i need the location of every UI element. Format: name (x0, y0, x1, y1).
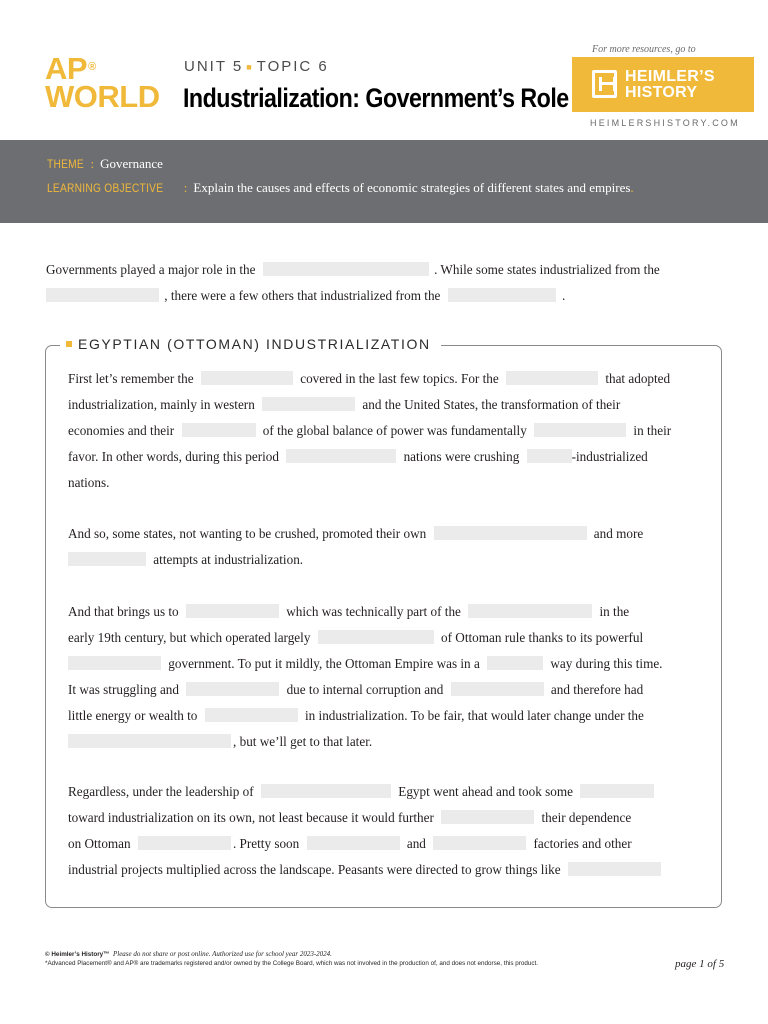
section-paragraph-3: And that brings us to which was technically part of the in the early 19th century, but which operated largely of Ottoman rule thanks to its powerful government. To put it mildly, the Ottoman Empire was in a way during this time. It was struggling and due to internal corruption and and therefore had little energy or wealth to in industrialization. To be fair, that would later change under the , but we’ll get to that later. (68, 604, 663, 749)
blank-field[interactable] (201, 371, 293, 385)
section-paragraph-1: First let’s remember the covered in the last few topics. For the that adopted industrialization, mainly in western and the United States, the transformation of their economies and their of the global balance of power was fundamentally in their favor. In other words, during this period nations were crushing -industrialized nations. (68, 371, 672, 490)
footer-trademark: *Advanced Placement® and AP® are trademarks registered and/or owned by the College Board, which was not involved in the production of, and does not endorse, this product. (45, 960, 539, 967)
page-title: Industrialization: Government’s Role (183, 83, 569, 113)
intro-line-2: , there were a few others that industrialized from the . (46, 283, 660, 309)
blank-field[interactable] (263, 262, 429, 276)
theme-bar (0, 140, 768, 223)
blank-field[interactable] (68, 734, 231, 748)
blank-field[interactable] (186, 682, 279, 696)
blank-field[interactable] (534, 423, 626, 437)
theme-value: Governance (100, 156, 163, 171)
ap-world-logo: AP® WORLD (45, 51, 160, 114)
blank-field[interactable] (318, 630, 434, 644)
blank-field[interactable] (527, 449, 572, 463)
section-heading: EGYPTIAN (OTTOMAN) INDUSTRIALIZATION (60, 336, 441, 352)
objective-key: LEARNING OBJECTIVE (47, 181, 164, 195)
section-paragraph-4: Regardless, under the leadership of Egypt went ahead and took some toward industrialization on its own, not least because it would further their dependence on Ottoman . Pretty soon and factories and other industrial projects multiplied across the landscape. Peasants were directed to grow things like (68, 779, 665, 883)
blank-field[interactable] (448, 288, 556, 302)
page-number: page 1 of 5 (675, 958, 725, 970)
blank-field[interactable] (46, 288, 159, 302)
blank-field[interactable] (262, 397, 355, 411)
blank-field[interactable] (286, 449, 396, 463)
footer-copyright: © Heimler’s History™ Please do not share or post online. Authorized use for school year 2023-2024. (45, 950, 332, 958)
blank-field[interactable] (441, 810, 534, 824)
section-paragraph-2: And so, some states, not wanting to be crushed, promoted their own and more attempts at industrialization. (68, 526, 644, 567)
blank-field[interactable] (307, 836, 400, 850)
brand-url-link[interactable]: HEIMLERSHISTORY.COM (590, 118, 740, 128)
blank-field[interactable] (487, 656, 543, 670)
blank-field[interactable] (506, 371, 598, 385)
blank-field[interactable] (451, 682, 544, 696)
brand-name: HEIMLER’S HISTORY (625, 68, 715, 101)
blank-field[interactable] (138, 836, 231, 850)
resources-note: For more resources, go to (592, 44, 696, 55)
heimlers-history-h-icon (592, 70, 617, 98)
blank-field[interactable] (468, 604, 592, 618)
blank-field[interactable] (580, 784, 654, 798)
theme-row: THEME : Governance (47, 156, 163, 171)
unit-topic-label: UNIT 5 ■ TOPIC 6 (184, 58, 329, 75)
blank-field[interactable] (433, 836, 526, 850)
learning-objective-row: LEARNING OBJECTIVE : Explain the causes and effects of economic strategies of different states and empires. (47, 180, 634, 195)
theme-key: THEME (47, 157, 84, 171)
bullet-square-icon (66, 341, 72, 347)
blank-field[interactable] (68, 552, 146, 566)
objective-value: Explain the causes and effects of economic strategies of different states and empires (193, 180, 631, 195)
blank-field[interactable] (261, 784, 391, 798)
blank-field[interactable] (182, 423, 256, 437)
intro-paragraph (46, 257, 660, 309)
blank-field[interactable] (68, 656, 161, 670)
heimlers-history-logo[interactable] (572, 57, 754, 112)
blank-field[interactable] (568, 862, 661, 876)
blank-field[interactable] (434, 526, 587, 540)
blank-field[interactable] (186, 604, 279, 618)
intro-line-1: Governments played a major role in the . While some states industrialized from the (46, 262, 660, 277)
blank-field[interactable] (205, 708, 298, 722)
